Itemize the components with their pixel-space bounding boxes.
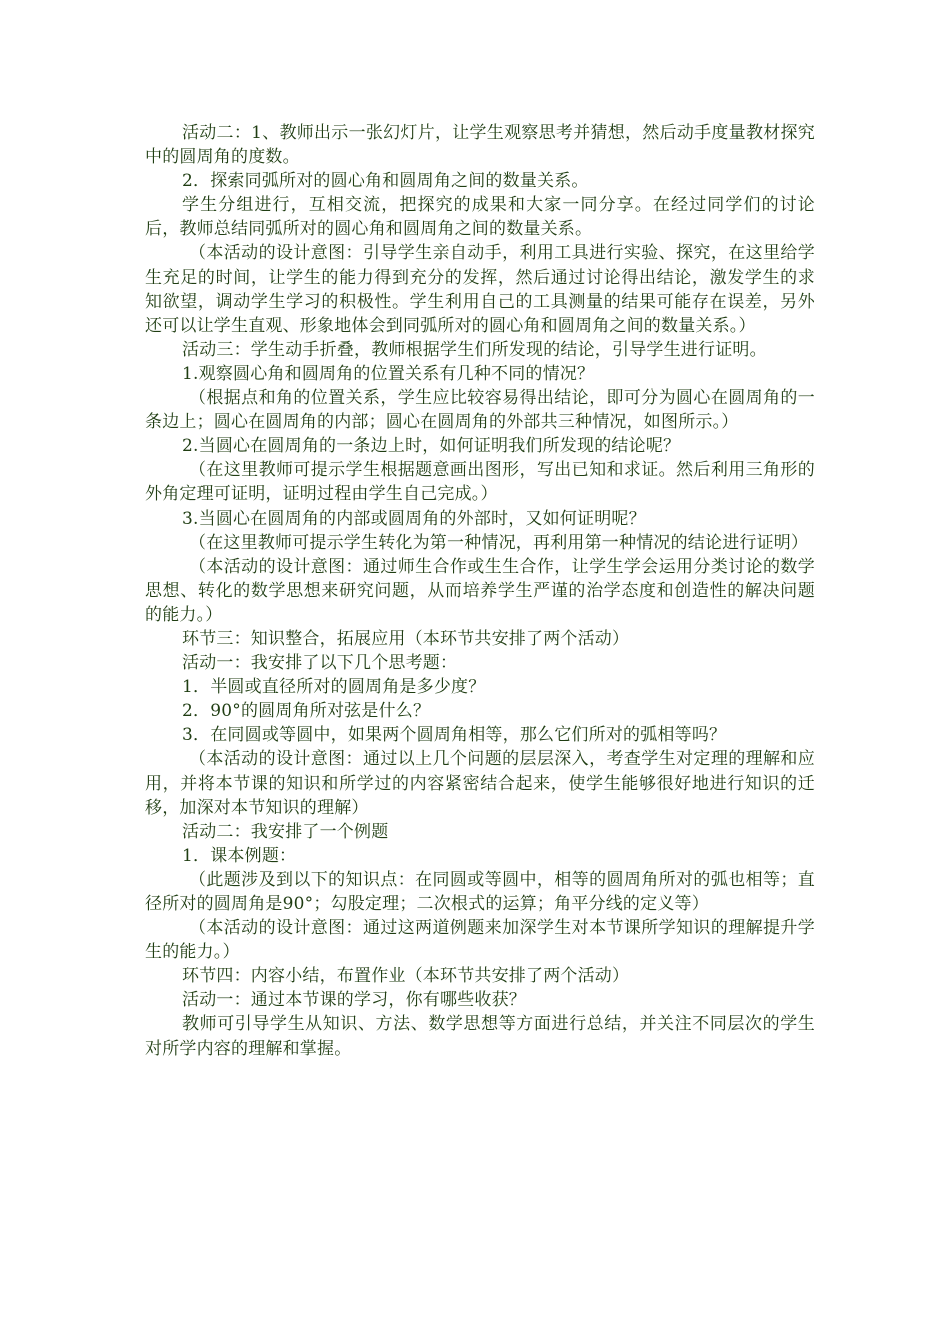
paragraph-activity-1-questions: 活动一：我安排了以下几个思考题： (182, 653, 458, 674)
list-item-question-1: 1．半圆或直径所对的圆周角是多少度？ (182, 677, 486, 698)
paragraph-activity-2: 活动二：1、教师出示一张幻灯片，让学生观察思考并猜想，然后动手度量教材探究中的圆周角的度数。 (145, 123, 815, 168)
paragraph-teacher-guidance: 教师可引导学生从知识、方法、数学思想等方面进行总结，并关注不同层次的学生对所学内容的理解和掌握。 (145, 1014, 815, 1059)
paragraph-activity-1-summary: 活动一：通过本节课的学习，你有哪些收获？ (182, 990, 526, 1011)
list-item-textbook-example: 1．课本例题： (182, 845, 297, 866)
section-heading-3: 环节三：知识整合，拓展应用（本环节共安排了两个活动） (182, 628, 630, 649)
paragraph-knowledge-points: （此题涉及到以下的知识点：在同圆或等圆中，相等的圆周角所对的弧也相等；直径所对的圆周角是90°；勾股定理；二次根式的运算；角平分线的定义等） (145, 869, 815, 914)
section-heading-4: 环节四：内容小结，布置作业（本环节共安排了两个活动） (182, 966, 630, 987)
paragraph-question-2: 2.当圆心在圆周角的一条边上时，如何证明我们所发现的结论呢？ (182, 436, 681, 457)
paragraph-group-discussion: 学生分组进行，互相交流，把探究的成果和大家一同分享。在经过同学们的讨论后，教师总结同弧所对的圆心角和圆周角之间的数量关系。 (145, 195, 815, 240)
paragraph-answer-2: （在这里教师可提示学生根据题意画出图形，写出已知和求证。然后利用三角形的外角定理可证明，证明过程由学生自己完成。） (145, 460, 815, 505)
paragraph-design-intent-2: （本活动的设计意图：通过师生合作或生生合作，让学生学会运用分类讨论的数学思想、转化的数学思想来研究问题，从而培养学生严谨的治学态度和创造性的解决问题的能力。） (145, 556, 815, 625)
paragraph-activity-2-example: 活动二：我安排了一个例题 (182, 821, 389, 842)
list-item-question-2: 2．90°的圆周角所对弦是什么？ (182, 701, 431, 722)
document-page (145, 121, 815, 1061)
paragraph-question-3: 3.当圆心在圆周角的内部或圆周角的外部时，又如何证明呢？ (182, 508, 646, 529)
paragraph-design-intent-1: （本活动的设计意图：引导学生亲自动手，利用工具进行实验、探究，在这里给学生充足的时间，让学生的能力得到充分的发挥，然后通过讨论得出结论，激发学生的求知欲望，调动学生学习的积极性。学生利用自己的工具测量的结果可能存在误差，另外还可以让学生直观、形象地体会到同弧所对的圆心角和圆周角之间的数量关系。） (145, 243, 815, 336)
paragraph-answer-3: （在这里教师可提示学生转化为第一种情况，再利用第一种情况的结论进行证明） (189, 532, 809, 553)
paragraph-explore-arc-relation: 2．探索同弧所对的圆心角和圆周角之间的数量关系。 (182, 171, 589, 192)
paragraph-activity-3: 活动三：学生动手折叠，教师根据学生们所发现的结论，引导学生进行证明。 (182, 339, 767, 360)
paragraph-answer-1: （根据点和角的位置关系，学生应比较容易得出结论，即可分为圆心在圆周角的一条边上；圆心在圆周角的内部；圆心在圆周角的外部共三种情况，如图所示。） (145, 388, 815, 433)
list-item-question-3: 3．在同圆或等圆中，如果两个圆周角相等，那么它们所对的弧相等吗？ (182, 725, 727, 746)
paragraph-question-1: 1.观察圆心角和圆周角的位置关系有几种不同的情况？ (182, 363, 595, 384)
paragraph-design-intent-3: （本活动的设计意图：通过以上几个问题的层层深入，考查学生对定理的理解和应用，并将本节课的知识和所学过的内容紧密结合起来，使学生能够很好地进行知识的迁移，加深对本节知识的理解） (145, 749, 815, 818)
paragraph-design-intent-4: （本活动的设计意图：通过这两道例题来加深学生对本节课所学知识的理解提升学生的能力。） (145, 918, 815, 963)
